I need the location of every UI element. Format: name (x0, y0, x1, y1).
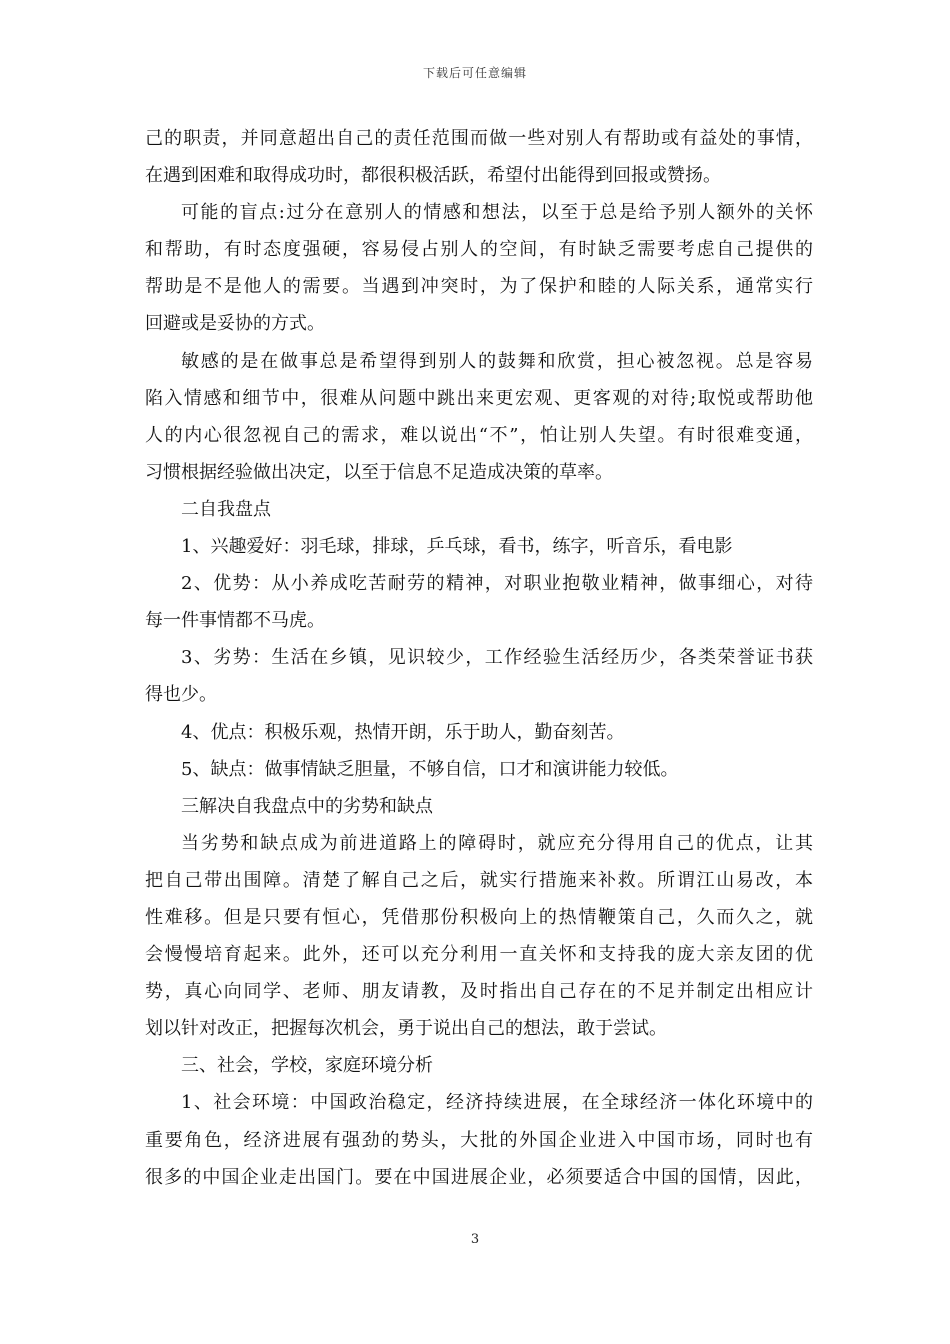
list-item: 3、劣势：生活在乡镇，见识较少，工作经验生活经历少，各类荣誉证书获 (181, 647, 813, 669)
page-header: 下载后可任意编辑 (422, 66, 527, 80)
text-line: 性难移。但是只要有恒心，凭借那份积极向上的热情鞭策自己，久而久之，就 (145, 906, 813, 928)
text-line: 会慢慢培育起来。此外，还可以充分利用一直关怀和支持我的庞大亲友团的优 (145, 944, 813, 966)
paragraph-first-line: 可能的盲点:过分在意别人的情感和想法，以至于总是给予别人额外的关怀 (181, 202, 813, 224)
text-line: 习惯根据经验做出决定，以至于信息不足造成决策的草率。 (145, 461, 613, 483)
paragraph-first-line: 当劣势和缺点成为前进道路上的障碍时，就应充分得用自己的优点，让其 (181, 832, 813, 854)
text-line: 回避或是妥协的方式。 (145, 313, 325, 335)
section-heading: 二自我盘点 (181, 498, 271, 520)
list-item: 1、兴趣爱好：羽毛球，排球，乒乓球，看书，练字，听音乐，看电影 (181, 536, 733, 558)
list-item: 5、缺点：做事情缺乏胆量，不够自信，口才和演讲能力较低。 (181, 758, 679, 780)
text-line: 划以针对改正，把握每次机会，勇于说出自己的想法，敢于尝试。 (145, 1018, 667, 1040)
text-line: 把自己带出围障。清楚了解自己之后，就实行措施来补救。所谓江山易改，本 (145, 869, 813, 891)
section-heading: 三、社会，学校，家庭环境分析 (181, 1055, 433, 1077)
text-line: 很多的中国企业走出国门。要在中国进展企业，必须要适合中国的国情，因此， (145, 1166, 813, 1188)
list-item: 4、优点：积极乐观，热情开朗，乐于助人，勤奋刻苦。 (181, 721, 625, 743)
text-line: 己的职责，并同意超出自己的责任范围而做一些对别人有帮助或有益处的事情， (145, 128, 813, 149)
paragraph-first-line: 敏感的是在做事总是希望得到别人的鼓舞和欣赏，担心被忽视。总是容易 (181, 350, 813, 372)
text-line: 帮助是不是他人的需要。当遇到冲突时，为了保护和睦的人际关系，通常实行 (145, 276, 813, 298)
text-line: 人的内心很忽视自己的需求，难以说出“不”，怕让别人失望。有时很难变通， (145, 424, 813, 446)
text-line: 每一件事情都不马虎。 (145, 610, 325, 632)
text-line: 陷入情感和细节中，很难从问题中跳出来更宏观、更客观的对待;取悦或帮助他 (145, 387, 813, 409)
page-number: 3 (470, 1232, 480, 1247)
text-line: 和帮助，有时态度强硬，容易侵占别人的空间，有时缺乏需要考虑自己提供的 (145, 239, 813, 261)
text-line: 得也少。 (145, 684, 217, 706)
text-line: 势，真心向同学、老师、朋友请教，及时指出自己存在的不足并制定出相应计 (145, 981, 813, 1003)
text-line: 在遇到困难和取得成功时，都很积极活跃，希望付出能得到回报或赞扬。 (145, 165, 721, 187)
document-body (145, 120, 813, 1196)
section-heading: 三解决自我盘点中的劣势和缺点 (181, 795, 433, 817)
list-item: 1、社会环境：中国政治稳定，经济持续进展，在全球经济一体化环境中的 (181, 1092, 813, 1114)
text-line: 重要角色，经济进展有强劲的势头，大批的外国企业进入中国市场，同时也有 (145, 1129, 813, 1151)
list-item: 2、优势：从小养成吃苦耐劳的精神，对职业抱敬业精神，做事细心，对待 (181, 573, 813, 595)
